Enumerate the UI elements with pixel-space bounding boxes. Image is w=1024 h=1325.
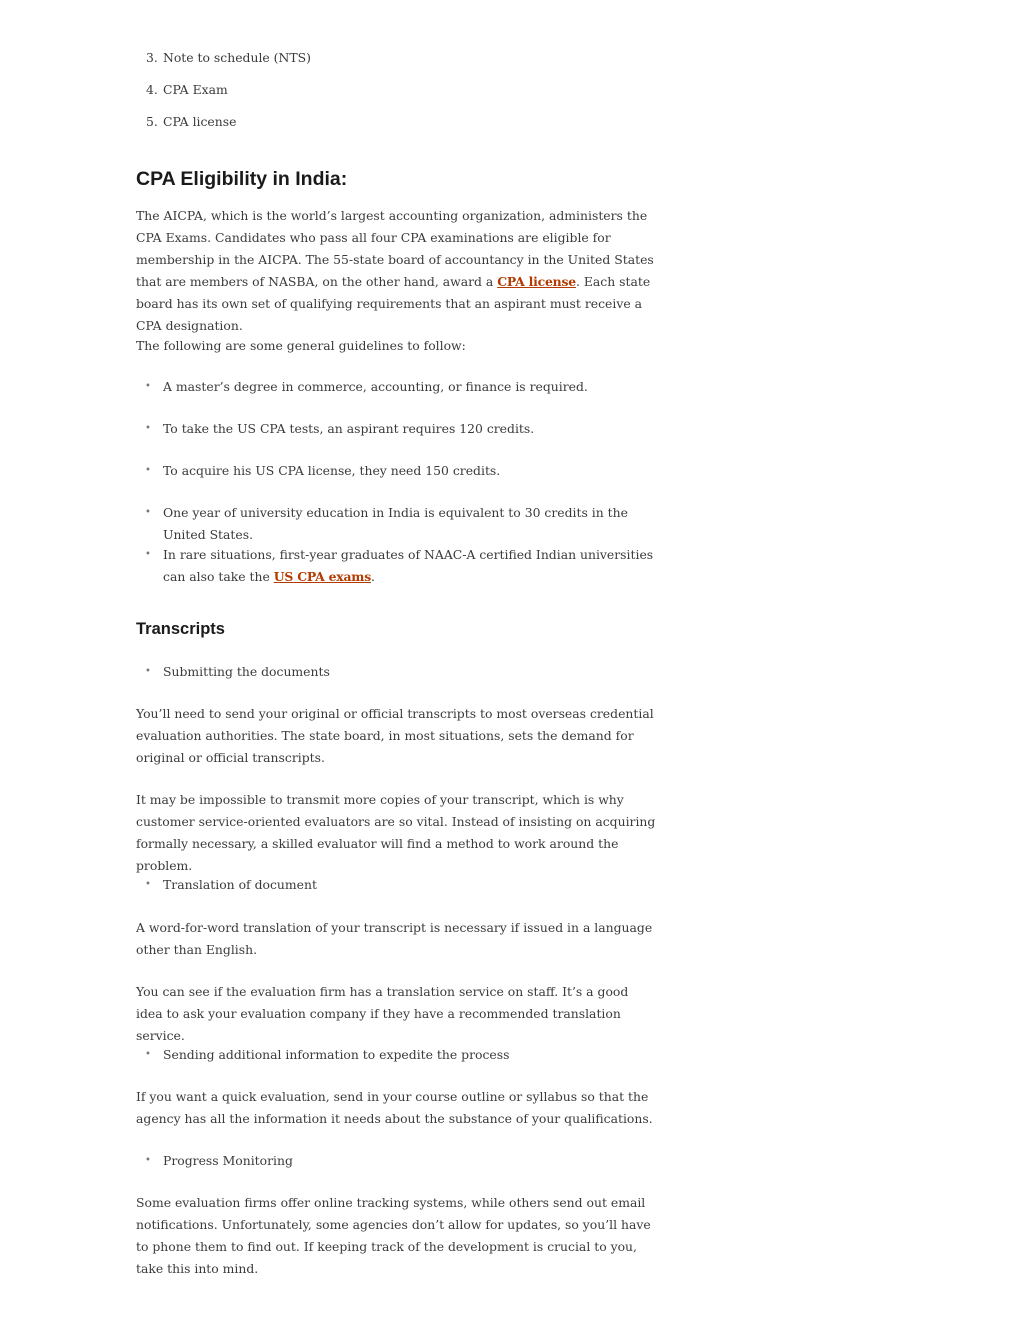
bullet-icon: • (145, 507, 151, 518)
list-item: • In rare situations, first-year graduates of NAAC-A certified Indian universities can also take the US CPA exams. (145, 544, 673, 588)
numbered-list (146, 47, 311, 143)
bullet-icon: • (145, 423, 151, 434)
bullet-icon: • (145, 666, 151, 677)
list-item: • To take the US CPA tests, an aspirant requires 120 credits. (145, 418, 673, 440)
list-item: • Translation of document (145, 874, 673, 896)
list-item: 5. CPA license (146, 114, 237, 129)
list-item: • Sending additional information to expedite the process (145, 1044, 673, 1066)
transcripts-paragraph: It may be impossible to transmit more copies of your transcript, which is why customer service-oriented evaluators are so vital. Instead of insisting on acquiring formally necessary, a skilled evaluator will find a method to work around the problem. (136, 792, 656, 873)
bullet-icon: • (145, 465, 151, 476)
eligibility-intro-paragraph: The AICPA, which is the world’s largest accounting organization, administers the CPA Exams. Candidates who pass all four CPA examinations are eligible for membership in the AICPA. The 55-state board of accountancy in the United States that are members of NASBA, on the other hand, award a CPA license. Each state board has its own set of qualifying requirements that an aspirant must receive a CPA designation. (136, 208, 654, 333)
section-heading-eligibility: CPA Eligibility in India: (136, 168, 348, 190)
transcripts-paragraph: If you want a quick evaluation, send in your course outline or syllabus so that the agency has all the information it needs about the substance of your qualifications. (136, 1089, 653, 1126)
list-item: • A master’s degree in commerce, accounting, or finance is required. (145, 376, 673, 398)
guidelines-intro: The following are some general guidelines to follow: (136, 338, 466, 353)
list-item: • To acquire his US CPA license, they need 150 credits. (145, 460, 673, 482)
section-heading-transcripts: Transcripts (136, 620, 225, 638)
list-item: 4. CPA Exam (146, 82, 228, 97)
transcripts-paragraph: Some evaluation firms offer online tracking systems, while others send out email notifications. Unfortunately, some agencies don’t allow for updates, so you’ll have to phone them to find out. If keeping track of the development is crucial to you, take this into mind. (136, 1195, 651, 1276)
us-cpa-exams-link[interactable]: US CPA exams (273, 569, 371, 584)
transcripts-paragraph: You’ll need to send your original or official transcripts to most overseas credential evaluation authorities. The state board, in most situations, sets the demand for original or official transcripts. (136, 706, 654, 765)
bullet-icon: • (145, 381, 151, 392)
bullet-icon: • (145, 1155, 151, 1166)
bullet-icon: • (145, 1049, 151, 1060)
list-item: 3. Note to schedule (NTS) (146, 50, 311, 65)
cpa-license-link[interactable]: CPA license (497, 274, 576, 289)
bullet-icon: • (145, 879, 151, 890)
transcripts-paragraph: You can see if the evaluation firm has a translation service on staff. It’s a good idea to ask your evaluation company if they have a recommended translation service. (136, 984, 629, 1043)
bullet-icon: • (145, 549, 151, 560)
list-item: • One year of university education in India is equivalent to 30 credits in the United States. (145, 502, 673, 546)
list-item: • Progress Monitoring (145, 1150, 673, 1172)
list-item: • Submitting the documents (145, 661, 673, 683)
transcripts-paragraph: A word-for-word translation of your transcript is necessary if issued in a language other than English. (136, 920, 653, 957)
